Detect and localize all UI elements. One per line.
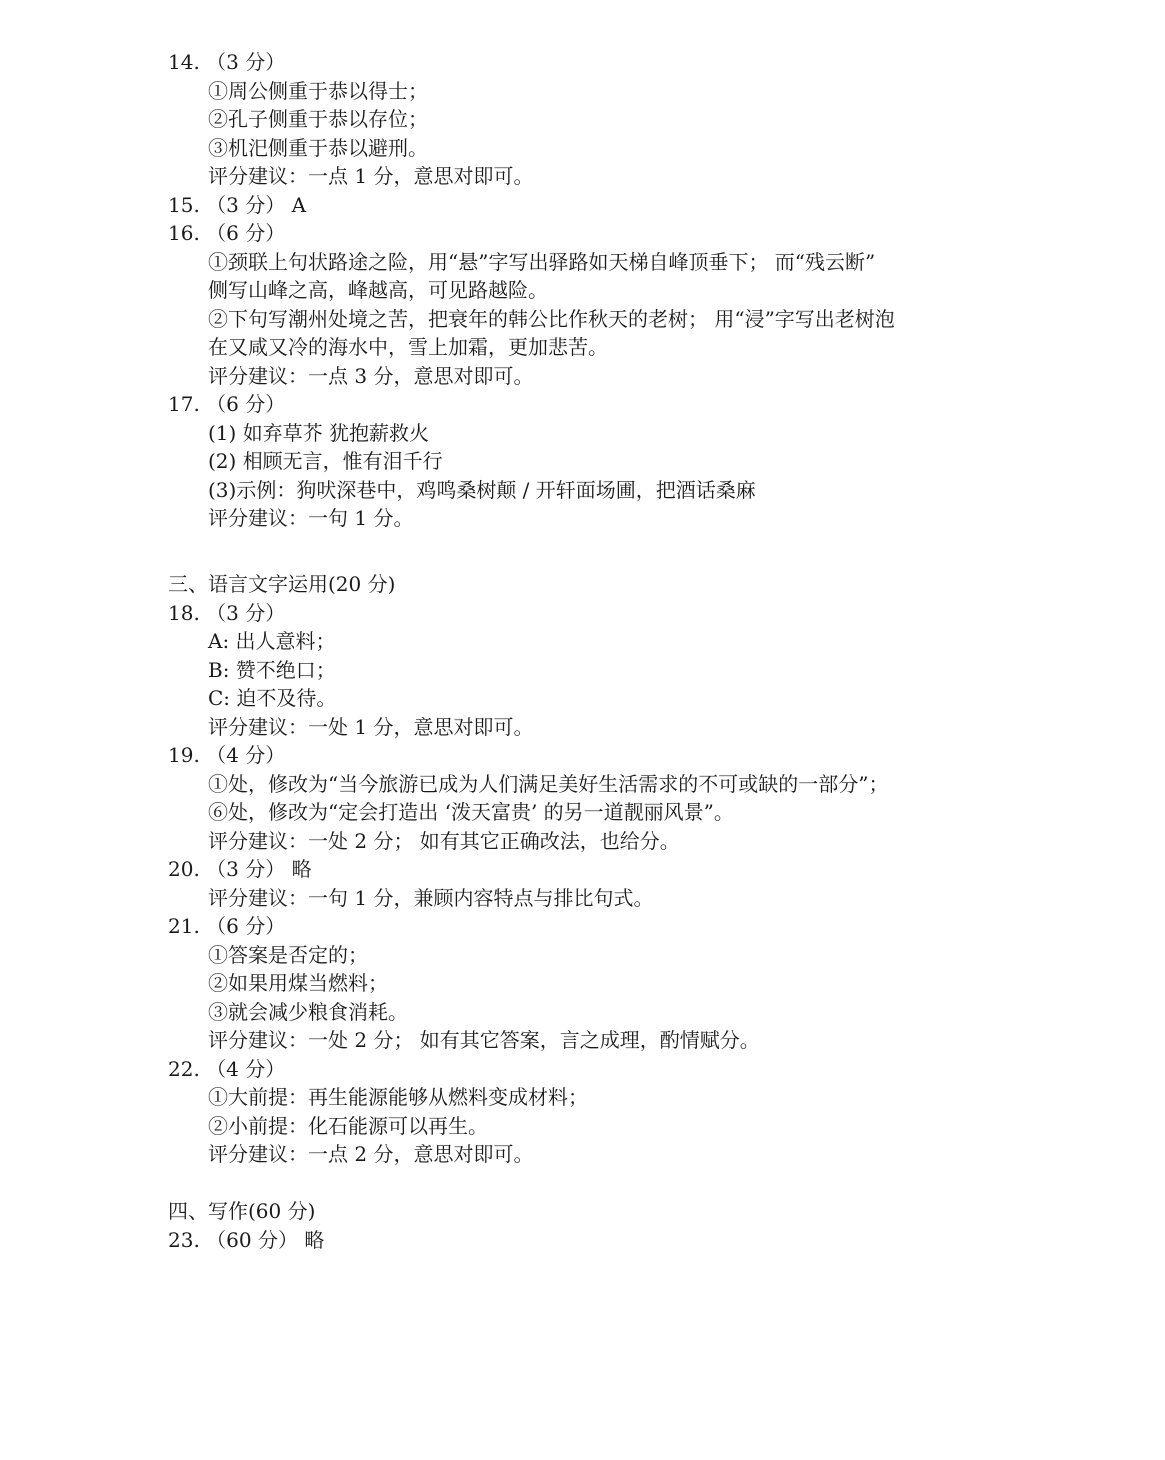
answer-line: 评分建议：一句 1 分。 [208, 506, 414, 530]
answer-line: ①颈联上句状路途之险，用“悬”字写出驿路如天梯自峰顶垂下； 而“残云断” [208, 250, 876, 274]
question-heading: 三、语言文字运用(20 分) [168, 572, 396, 596]
answer-line: ①周公侧重于恭以得士； [208, 79, 428, 103]
question-heading: 21. （6 分） [168, 914, 286, 938]
answer-line: 评分建议：一句 1 分，兼顾内容特点与排比句式。 [208, 886, 654, 910]
answer-line: ②孔子侧重于恭以存位； [208, 107, 428, 131]
answer-line: C: 迫不及待。 [208, 686, 337, 710]
answer-line: ②小前提：化石能源可以再生。 [208, 1114, 488, 1138]
answer-line: ①大前提：再生能源能够从燃料变成材料； [208, 1085, 588, 1109]
answer-line: 在又咸又冷的海水中，雪上加霜，更加悲苦。 [208, 335, 608, 359]
answer-line: 评分建议：一点 1 分，意思对即可。 [208, 164, 534, 188]
answer-line: B: 赞不绝口； [208, 658, 336, 682]
answer-line: 评分建议：一处 1 分，意思对即可。 [208, 715, 534, 739]
question-heading: 19. （4 分） [168, 743, 286, 767]
answer-line: ⑥处，修改为“定会打造出 ‘泼天富贵’ 的另一道靓丽风景”。 [208, 800, 734, 824]
question-heading: 23. （60 分） 略 [168, 1228, 325, 1252]
answer-line: 评分建议：一处 2 分； 如有其它答案，言之成理，酌情赋分。 [208, 1028, 760, 1052]
answer-line: 评分建议：一点 3 分，意思对即可。 [208, 364, 534, 388]
question-heading: 18. （3 分） [168, 601, 286, 625]
question-heading: 15. （3 分） A [168, 193, 307, 217]
answer-line: (2) 相顾无言，惟有泪千行 [208, 449, 443, 473]
answer-line: 评分建议：一点 2 分，意思对即可。 [208, 1142, 534, 1166]
question-heading: 22. （4 分） [168, 1057, 286, 1081]
answer-line: (1) 如弃草芥 犹抱薪救火 [208, 421, 430, 445]
question-heading: 16. （6 分） [168, 221, 286, 245]
question-heading: 四、写作(60 分) [168, 1199, 316, 1223]
answer-line: ①答案是否定的； [208, 943, 368, 967]
answer-line: A: 出人意料； [208, 629, 336, 653]
question-heading: 14. （3 分） [168, 50, 286, 74]
question-heading: 20. （3 分） 略 [168, 857, 312, 881]
answer-line: 侧写山峰之高，峰越高，可见路越险。 [208, 278, 548, 302]
answer-line: ②如果用煤当燃料； [208, 971, 388, 995]
answer-line: ②下句写潮州处境之苦，把衰年的韩公比作秋天的老树； 用“浸”字写出老树泡 [208, 307, 895, 331]
answer-line: ③就会减少粮食消耗。 [208, 1000, 408, 1024]
answer-line: 评分建议：一处 2 分； 如有其它正确改法，也给分。 [208, 829, 680, 853]
answer-line: ①处，修改为“当今旅游已成为人们满足美好生活需求的不可或缺的一部分”； [208, 772, 889, 796]
answer-line: (3)示例：狗吠深巷中，鸡鸣桑树颠 / 开轩面场圃，把酒话桑麻 [208, 478, 756, 502]
question-heading: 17. （6 分） [168, 392, 286, 416]
answer-line: ③机汜侧重于恭以避刑。 [208, 136, 428, 160]
